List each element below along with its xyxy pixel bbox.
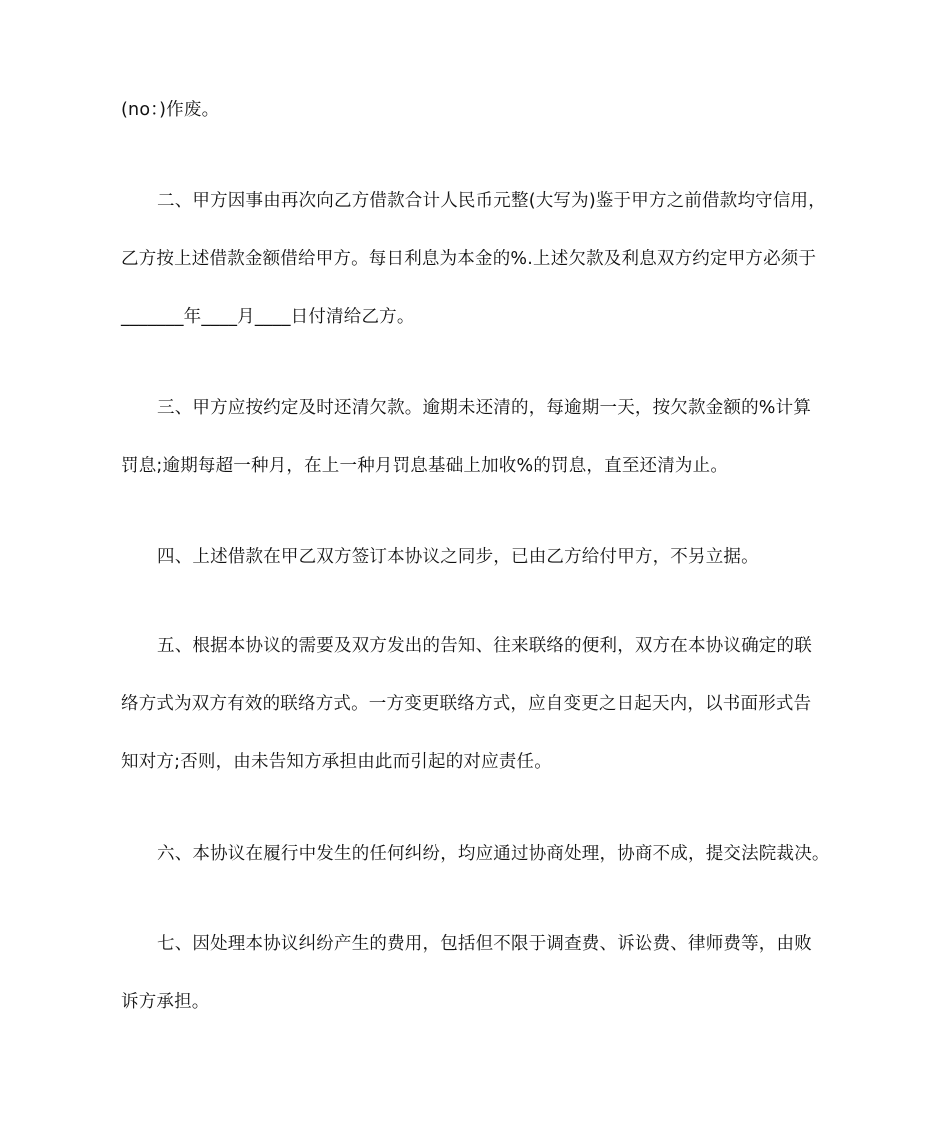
clause-2-line-1: 二、甲方因事由再次向乙方借款合计人民币元整(大写为)鉴于甲方之前借款均守信用， bbox=[157, 191, 826, 211]
clause-2-line-2: 乙方按上述借款金额借给甲方。每日利息为本金的%.上述欠款及利息双方约定甲方必须于 bbox=[121, 249, 817, 269]
clause-7-line-2: 诉方承担。 bbox=[121, 992, 210, 1012]
clause-3-line-1: 三、甲方应按约定及时还清欠款。逾期未还清的，每逾期一天，按欠款金额的%计算 bbox=[157, 398, 812, 418]
clause-4-line-1: 四、上述借款在甲乙双方签订本协议之同步，已由乙方给付甲方，不另立据。 bbox=[157, 547, 759, 567]
clause-5-line-1: 五、根据本协议的需要及双方发出的告知、往来联络的便利，双方在本协议确定的联 bbox=[157, 636, 812, 656]
clause-2-line-3: _______年____月____日付清给乙方。 bbox=[121, 307, 415, 327]
clause-3-line-2: 罚息;逾期每超一种月，在上一种月罚息基础上加收%的罚息，直至还清为止。 bbox=[121, 456, 729, 476]
clause-void-note: (no：)作废。 bbox=[121, 100, 220, 120]
clause-6-line-1: 六、本协议在履行中发生的任何纠纷，均应通过协商处理，协商不成，提交法院裁决。 bbox=[157, 844, 830, 864]
clause-5-line-2: 络方式为双方有效的联络方式。一方变更联络方式，应自变更之日起天内，以书面形式告 bbox=[121, 694, 812, 714]
clause-5-line-3: 知对方;否则，由未告知方承担由此而引起的对应责任。 bbox=[121, 752, 552, 772]
clause-7-line-1: 七、因处理本协议纠纷产生的费用，包括但不限于调查费、诉讼费、律师费等，由败 bbox=[157, 934, 812, 954]
